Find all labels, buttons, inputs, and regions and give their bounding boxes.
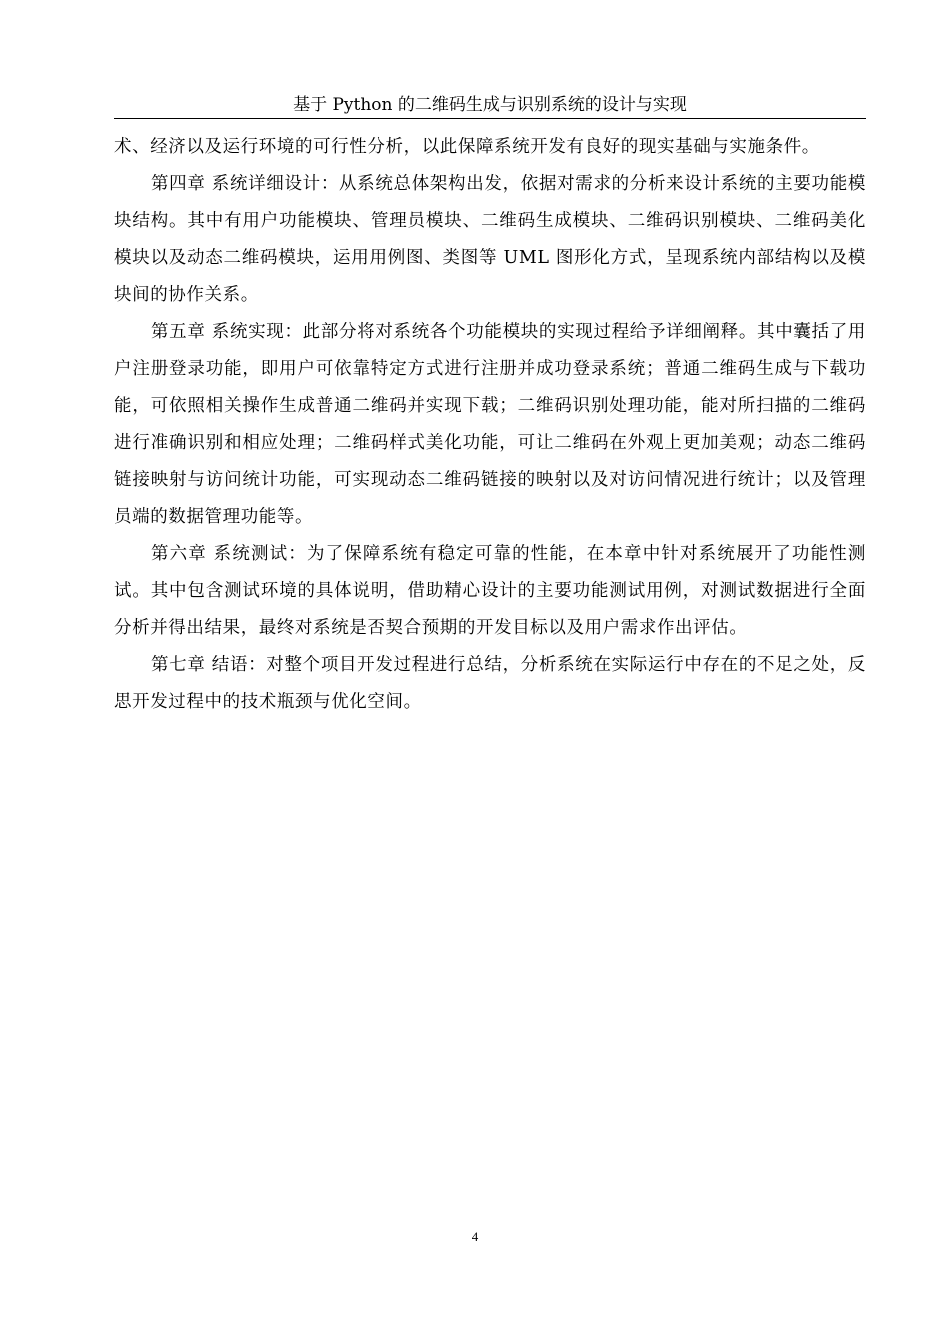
page-header-title: 基于 Python 的二维码生成与识别系统的设计与实现 <box>293 95 687 115</box>
header-divider <box>114 118 866 119</box>
paragraph-continuation: 术、经济以及运行环境的可行性分析，以此保障系统开发有良好的现实基础与实施条件。 <box>114 137 820 157</box>
paragraph-chapter-6: 第六章 系统测试：为了保障系统有稳定可靠的性能，在本章中针对系统展开了功能性测试。其中包含测试环境的具体说明，借助精心设计的主要功能测试用例，对测试数据进行全面分析并得出结果，最终对系统是否契合预期的开发目标以及用户需求作出评估。 <box>114 544 866 638</box>
document-body <box>114 129 866 721</box>
paragraph-chapter-5: 第五章 系统实现：此部分将对系统各个功能模块的实现过程给予详细阐释。其中囊括了用户注册登录功能，即用户可依靠特定方式进行注册并成功登录系统；普通二维码生成与下载功能，可依照相关操作生成普通二维码并实现下载；二维码识别处理功能，能对所扫描的二维码进行准确识别和相应处理；二维码样式美化功能，可让二维码在外观上更加美观；动态二维码链接映射与访问统计功能，可实现动态二维码链接的映射以及对访问情况进行统计；以及管理员端的数据管理功能等。 <box>114 322 866 527</box>
paragraph-chapter-7: 第七章 结语：对整个项目开发过程进行总结，分析系统在实际运行中存在的不足之处，反思开发过程中的技术瓶颈与优化空间。 <box>114 655 866 712</box>
paragraph-chapter-4: 第四章 系统详细设计：从系统总体架构出发，依据对需求的分析来设计系统的主要功能模块结构。其中有用户功能模块、管理员模块、二维码生成模块、二维码识别模块、二维码美化模块以及动态二维码模块，运用用例图、类图等 UML 图形化方式，呈现系统内部结构以及模块间的协作关系。 <box>114 174 866 305</box>
page-number: 4 <box>471 1229 479 1244</box>
